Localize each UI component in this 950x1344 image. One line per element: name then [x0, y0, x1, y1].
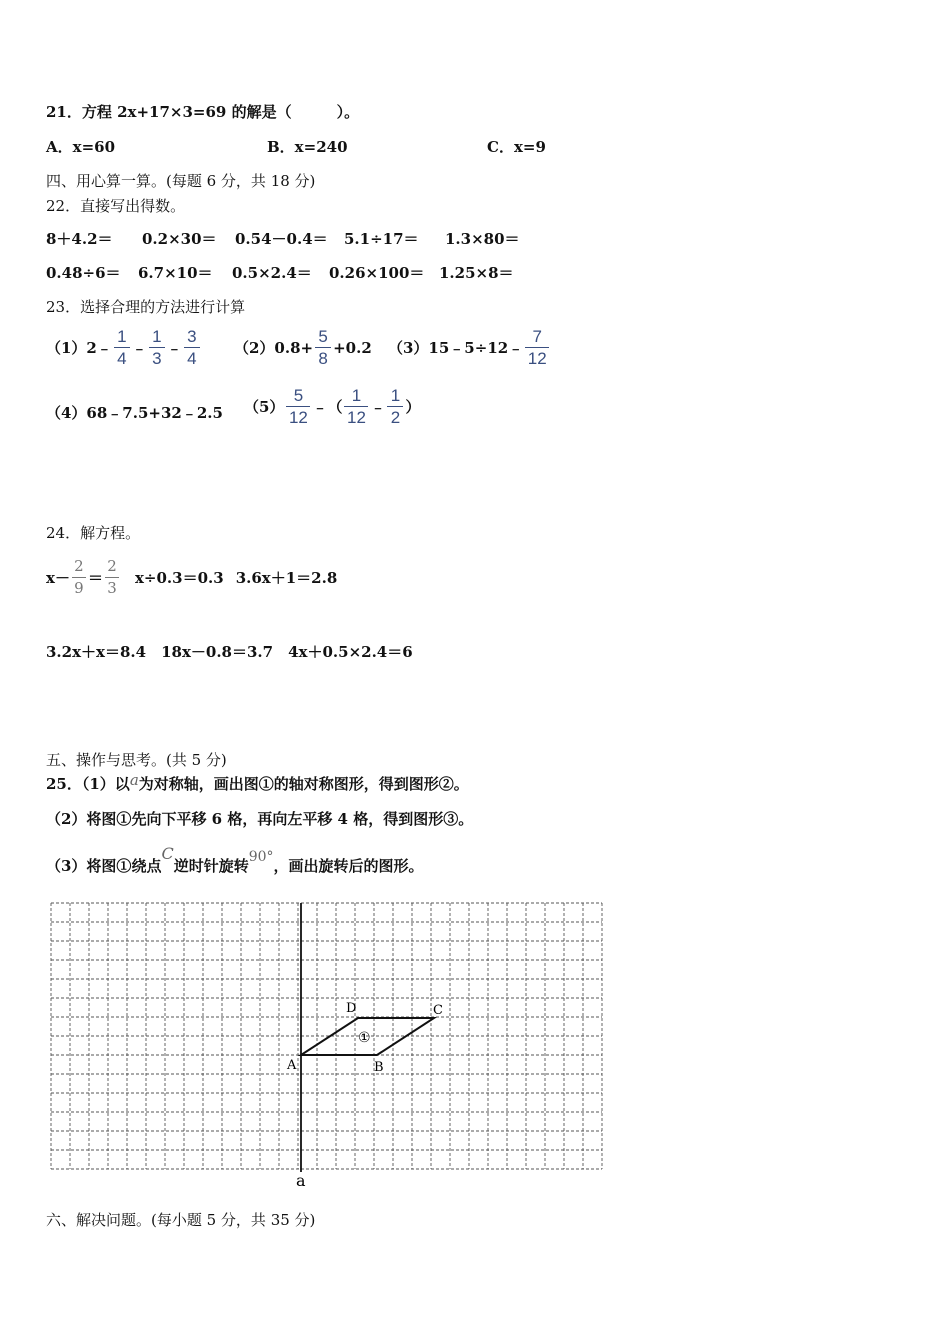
q23-p2-label: （2）0.8+: [234, 339, 314, 357]
q23-p5-label: （5）: [244, 398, 285, 416]
q23-p2-tail: +0.2: [333, 338, 372, 357]
axis-label-a: a: [296, 1171, 306, 1190]
q21-option-c: C．x=9: [487, 138, 546, 156]
q23-p1-label: （1）2﹣: [46, 339, 112, 357]
fraction: $\frac{5}{8}$: [315, 328, 331, 367]
q22-item: 0.54－0.4＝: [235, 230, 328, 248]
fraction: $\frac{5}{12}$: [286, 387, 310, 426]
q22-item: 8＋4.2＝: [46, 230, 113, 248]
equation-part: 3.6x＋1＝2.8: [235, 569, 338, 587]
q22-item: 5.1÷17＝: [344, 230, 419, 248]
operator: ﹣: [370, 398, 386, 416]
operator: ﹣: [131, 339, 147, 357]
operator: ）: [405, 398, 421, 416]
q25-part3: （3）将图①绕点C逆时针旋转90°，画出旋转后的图形。: [46, 844, 424, 875]
section5-title: 五、操作与思考。(共 5 分): [46, 751, 227, 769]
q22-item: 1.3×80＝: [445, 230, 520, 248]
q22-stem: 22．直接写出得数。: [46, 197, 186, 215]
fraction: $\frac{1}{3}$: [149, 328, 165, 367]
fraction: $\frac{7}{12}$: [525, 328, 549, 367]
q21-option-b: B．x=240: [267, 138, 348, 156]
q25-part1: 25．（1）以a为对称轴，画出图①的轴对称图形，得到图形②。: [46, 771, 469, 793]
fraction: $\frac{1}{2}$: [387, 387, 403, 426]
q24-row2: 3.2x＋x＝8.4 18x－0.8＝3.7 4x＋0.5×2.4＝6: [46, 643, 413, 661]
q23-stem: 23．选择合理的方法进行计算: [46, 298, 246, 316]
grid-lines: [51, 903, 602, 1169]
shape-label-1: ①: [358, 1030, 371, 1046]
q25-part2: （2）将图①先向下平移 6 格，再向左平移 4 格，得到图形③。: [46, 810, 474, 828]
section4-title: 四、用心算一算。(每题 6 分，共 18 分): [46, 172, 316, 190]
equation-part: x÷0.3＝0.3: [134, 569, 224, 587]
fraction: $\frac{1}{4}$: [114, 328, 130, 367]
point-label-b: B: [374, 1060, 384, 1075]
q22-item: 1.25×8＝: [439, 264, 514, 282]
q21-stem: 21．方程 2x+17×3=69 的解是（ ）。: [46, 103, 360, 121]
equation-part: x－: [46, 569, 70, 587]
point-label-a: A: [287, 1058, 297, 1073]
q24-stem: 24．解方程。: [46, 524, 141, 542]
point-label-d: D: [346, 1001, 357, 1016]
fraction: $\frac{2}{9}$: [72, 558, 86, 597]
q22-item: 0.5×2.4＝: [232, 264, 312, 282]
fraction: $\frac{1}{12}$: [344, 387, 368, 426]
q22-item: 0.2×30＝: [142, 230, 217, 248]
q23-p4-label: （4）68﹣7.5+32﹣2.5: [46, 404, 223, 422]
q23-p3-label: （3）15﹣5÷12﹣: [388, 339, 524, 357]
fraction: $\frac{2}{3}$: [105, 558, 119, 597]
q22-item: 6.7×10＝: [138, 264, 213, 282]
q21-option-a: A．x=60: [46, 138, 116, 156]
fraction: $\frac{3}{4}$: [184, 328, 200, 367]
q22-item: 0.48÷6＝: [46, 264, 121, 282]
q22-item: 0.26×100＝: [329, 264, 425, 282]
point-label-c: C: [433, 1003, 443, 1018]
equation-part: ＝: [87, 569, 103, 587]
section6-title: 六、解决问题。(每小题 5 分，共 35 分): [46, 1211, 316, 1229]
operator: ﹣（: [312, 398, 343, 416]
operator: ﹣: [166, 339, 182, 357]
